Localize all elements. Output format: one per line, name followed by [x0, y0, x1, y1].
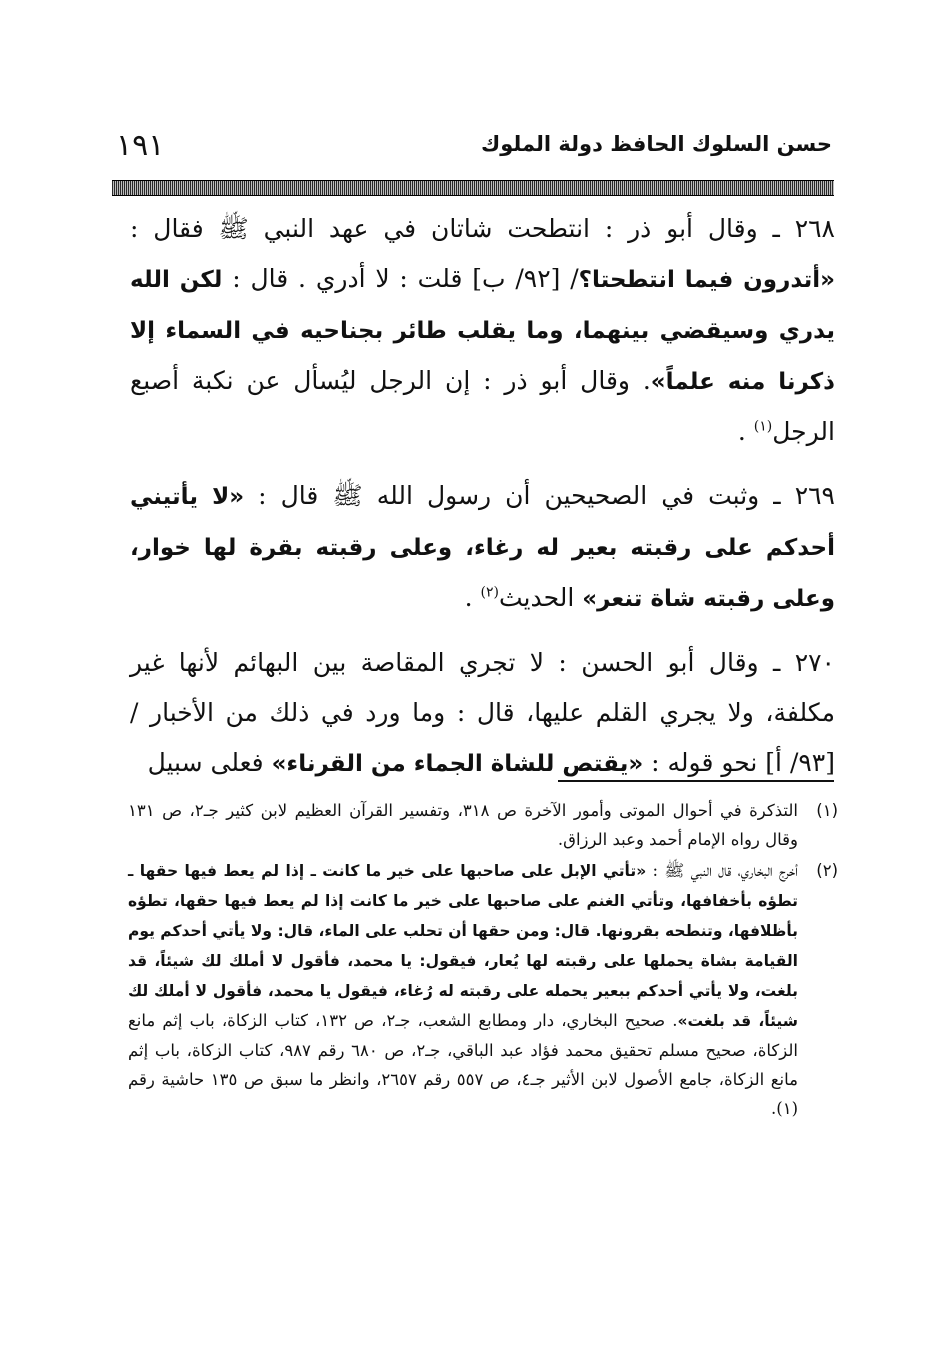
page-header: [112, 128, 832, 172]
paragraph-text: الحديث: [498, 583, 583, 612]
hadith-quote: «يقتص للشاة الجماء من القرناء»: [271, 751, 644, 777]
paragraph-270: [130, 638, 835, 789]
footnote-marker: (٢): [816, 861, 838, 880]
footnote-ref: (١): [753, 418, 773, 435]
paragraph-text: . وقال أبو ذر : إن الرجل ليُسأل عن نكبة أصبع الرجل: [130, 366, 835, 446]
footnote-text-part: أخرج البخاري، قال النبي ﷺ :: [646, 861, 798, 880]
header-divider-bar: [112, 180, 834, 196]
footnote-2: [128, 856, 838, 1123]
footnote-text-part: . صحيح البخاري، دار ومطابع الشعب، جـ٢، ص ١٣٢، كتاب الزكاة، باب إثم مانع الزكاة، صحيح مسلم تحقيق محمد فؤاد عبد الباقي، جـ٢، ص ٦٨٠ رقم ٩٨٧، كتاب الزكاة، باب إثم مانع الزكاة، جامع الأصول لابن الأثير جـ٤، ص ٥٥٧ رقم ٢٦٥٧، وانظر ما سبق ص ١٣٥ حاشية رقم (١).: [128, 1011, 798, 1118]
paragraph-text: ٢٦٩ ـ وثبت في الصحيحين أن رسول الله ﷺ قال :: [244, 481, 835, 510]
hadith-quote: لكن الله يدري وسيقضي بينهما، وما يقلب طائر بجناحيه في السماء إلا ذكرنا منه علماً»: [130, 267, 835, 395]
footnote-ref: (٢): [480, 584, 499, 601]
paragraph-text: .: [737, 417, 754, 446]
main-text: [130, 204, 835, 803]
footnote-hadith-quote: «تأتي الإبل على صاحبها على خير ما كانت ـ إذا لم يعط فيها حقها ـ تطؤه بأخفافها، وتأتي الغنم على صاحبها على خير ما كانت إذا لم يعط فيها حقها، تطؤه بأظلافها، وتنطحه بقرونها. قال: ومن حقها أن تحلب على الماء، قال: ولا يأتي أحدكم يوم القيامة بشاة يحملها على رقبته لها يُعار، فيقول: يا محمد، فأقول لا أملك لك شيئاً، قد بلغت، ولا يأتي أحدكم ببعير يحمله على رقبته له رُغاء، فيقول يا محمد، فأقول لا أملك لك شيئاً، قد بلغت»: [128, 862, 798, 1030]
running-title: حسن السلوك الحافظ دولة الملوك: [480, 132, 832, 156]
footnote-1: [128, 796, 838, 854]
footnote-separator: [558, 780, 834, 782]
footnote-marker: (١): [816, 801, 838, 820]
hadith-quote: «أتدرون فيما انتطحتا؟: [578, 267, 836, 293]
hadith-quote: «لا يأتيني أحدكم على رقبته بعير له رغاء، وعلى رقبته بقرة لها خوار، وعلى رقبته شاة تنعر»: [130, 484, 835, 612]
footnote-text: [128, 856, 798, 1123]
paragraph-268: [130, 204, 835, 457]
footnote-text: التذكرة في أحوال الموتى وأمور الآخرة ص ٣١٨، وتفسير القرآن العظيم لابن كثير جـ٢، ص ١٣١ وقال رواه الإمام أحمد وعبد الرزاق.: [128, 801, 798, 849]
paragraph-text: .: [464, 583, 481, 612]
footnotes: [128, 796, 838, 1125]
page-number: ١٩١: [116, 128, 165, 163]
paragraph-text: / [٩٢/ ب] قلت : لا أدري . قال :: [222, 264, 579, 293]
paragraph-text: ٢٦٨ ـ وقال أبو ذر : انتطحت شاتان في عهد النبي ﷺ فقال :: [130, 214, 835, 243]
paragraph-text: ٢٧٠ ـ وقال أبو الحسن : لا تجري المقاصة بين البهائم لأنها غير مكلفة، ولا يجري القلم عليها، قال : وما ورد في ذلك من الأخبار / [٩٣/ أ] نحو قوله :: [130, 648, 835, 777]
paragraph-text: فعلى سبيل: [147, 748, 272, 777]
paragraph-269: [130, 471, 835, 624]
